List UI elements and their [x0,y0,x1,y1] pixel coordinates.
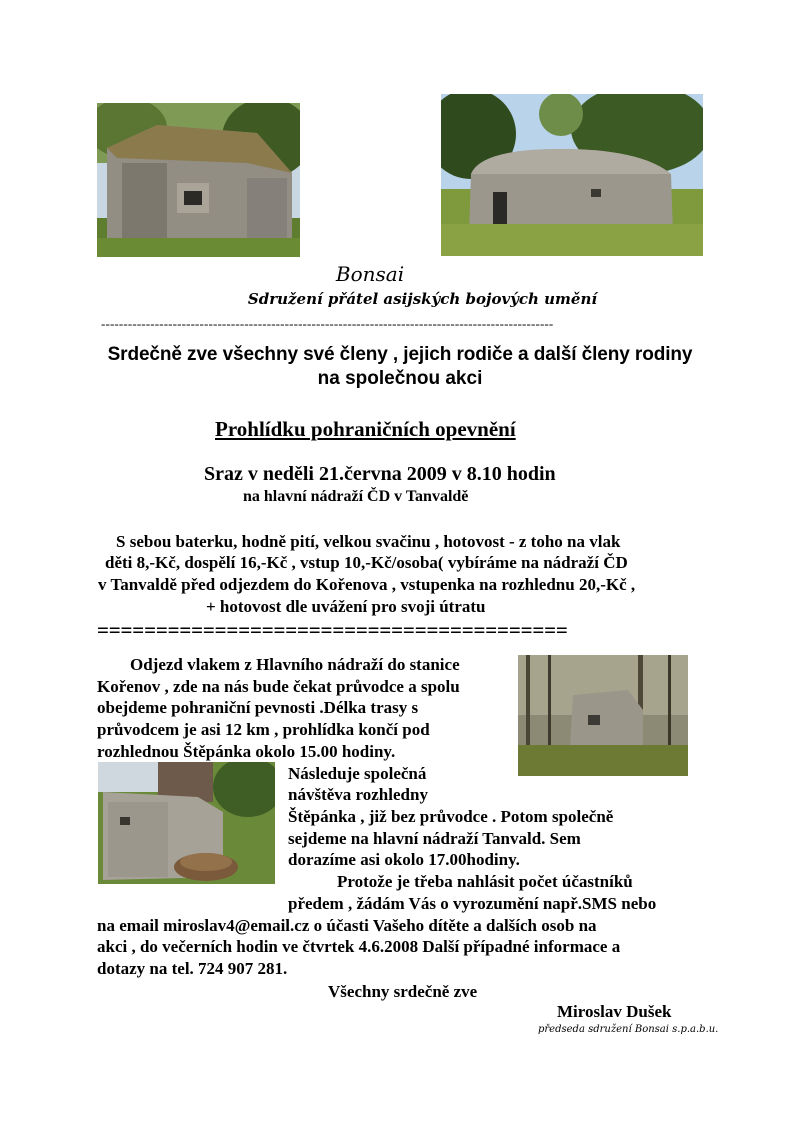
meeting-line-2: na hlavní nádraží ČD v Tanvaldě [243,488,469,505]
body-line: sejdeme na hlavní nádraží Tanvald. Sem [288,829,581,848]
invitation-line-1: Srdečně zve všechny své členy , jejich rodiče a další členy rodiny [107,344,693,365]
meeting-line-1: Sraz v neděli 21.června 2009 v 8.10 hodin [204,463,556,485]
bunker-photo-4 [98,762,275,884]
signature-role: předseda sdružení Bonsai s.p.a.b.u. [538,1024,719,1035]
club-name: Bonsai [335,262,405,286]
event-title: Prohlídku pohraničních opevnění [215,417,516,441]
club-subtitle: Sdružení přátel asijských bojových umění [247,290,598,308]
body-line: dotazy na tel. 724 907 281. [97,959,288,978]
bring-line-4: + hotovost dle uvážení pro svoji útratu [206,597,486,616]
body-line: návštěva rozhledny [288,785,428,804]
body-line: na email miroslav4@email.cz o účasti Vašeho dítěte a dalších osob na [97,916,597,935]
bunker-photo-1 [97,103,300,257]
body-line: Štěpánka , již bez průvodce . Potom společně [288,807,614,826]
body-line: předem , žádám Vás o vyrozumění např.SMS nebo [288,894,657,913]
body-line: Kořenov , zde na nás bude čekat průvodce a spolu [97,677,460,696]
bring-line-1: S sebou baterku, hodně pití, velkou svačinu , hotovost - z toho na vlak [116,532,621,551]
body-line: akci , do večerních hodin ve čtvrtek 4.6.2008 Další případné informace a [97,937,621,956]
closing-text: Všechny srdečně zve [328,982,478,1001]
body-line: Odjezd vlakem z Hlavního nádraží do stanice [130,655,460,674]
signature-name: Miroslav Dušek [557,1002,672,1021]
body-line: dorazíme asi okolo 17.00hodiny. [288,850,520,869]
bring-line-2: děti 8,-Kč, dospělí 16,-Kč , vstup 10,-Kč/osoba( vybíráme na nádraží ČD [105,553,628,572]
bunker-photo-2 [441,94,703,256]
body-line: průvodcem je asi 12 km , prohlídka končí pod [97,720,430,739]
double-divider: ======================================== [97,618,568,642]
body-line: Protože je třeba nahlásit počet účastníků [337,872,633,891]
bring-line-3: v Tanvaldě před odjezdem do Kořenova , vstupenka na rozhlednu 20,-Kč , [98,575,636,594]
body-line: obejdeme pohraniční pevnosti .Délka trasy s [97,698,419,717]
invitation-line-2: na společnou akci [317,368,483,389]
dash-divider: ----------------------------------------------------------------------------------------------------- [101,316,554,331]
body-line: rozhlednou Štěpánka okolo 15.00 hodiny. [97,742,396,761]
bunker-photo-3 [518,655,688,776]
body-line: Následuje společná [288,764,427,783]
